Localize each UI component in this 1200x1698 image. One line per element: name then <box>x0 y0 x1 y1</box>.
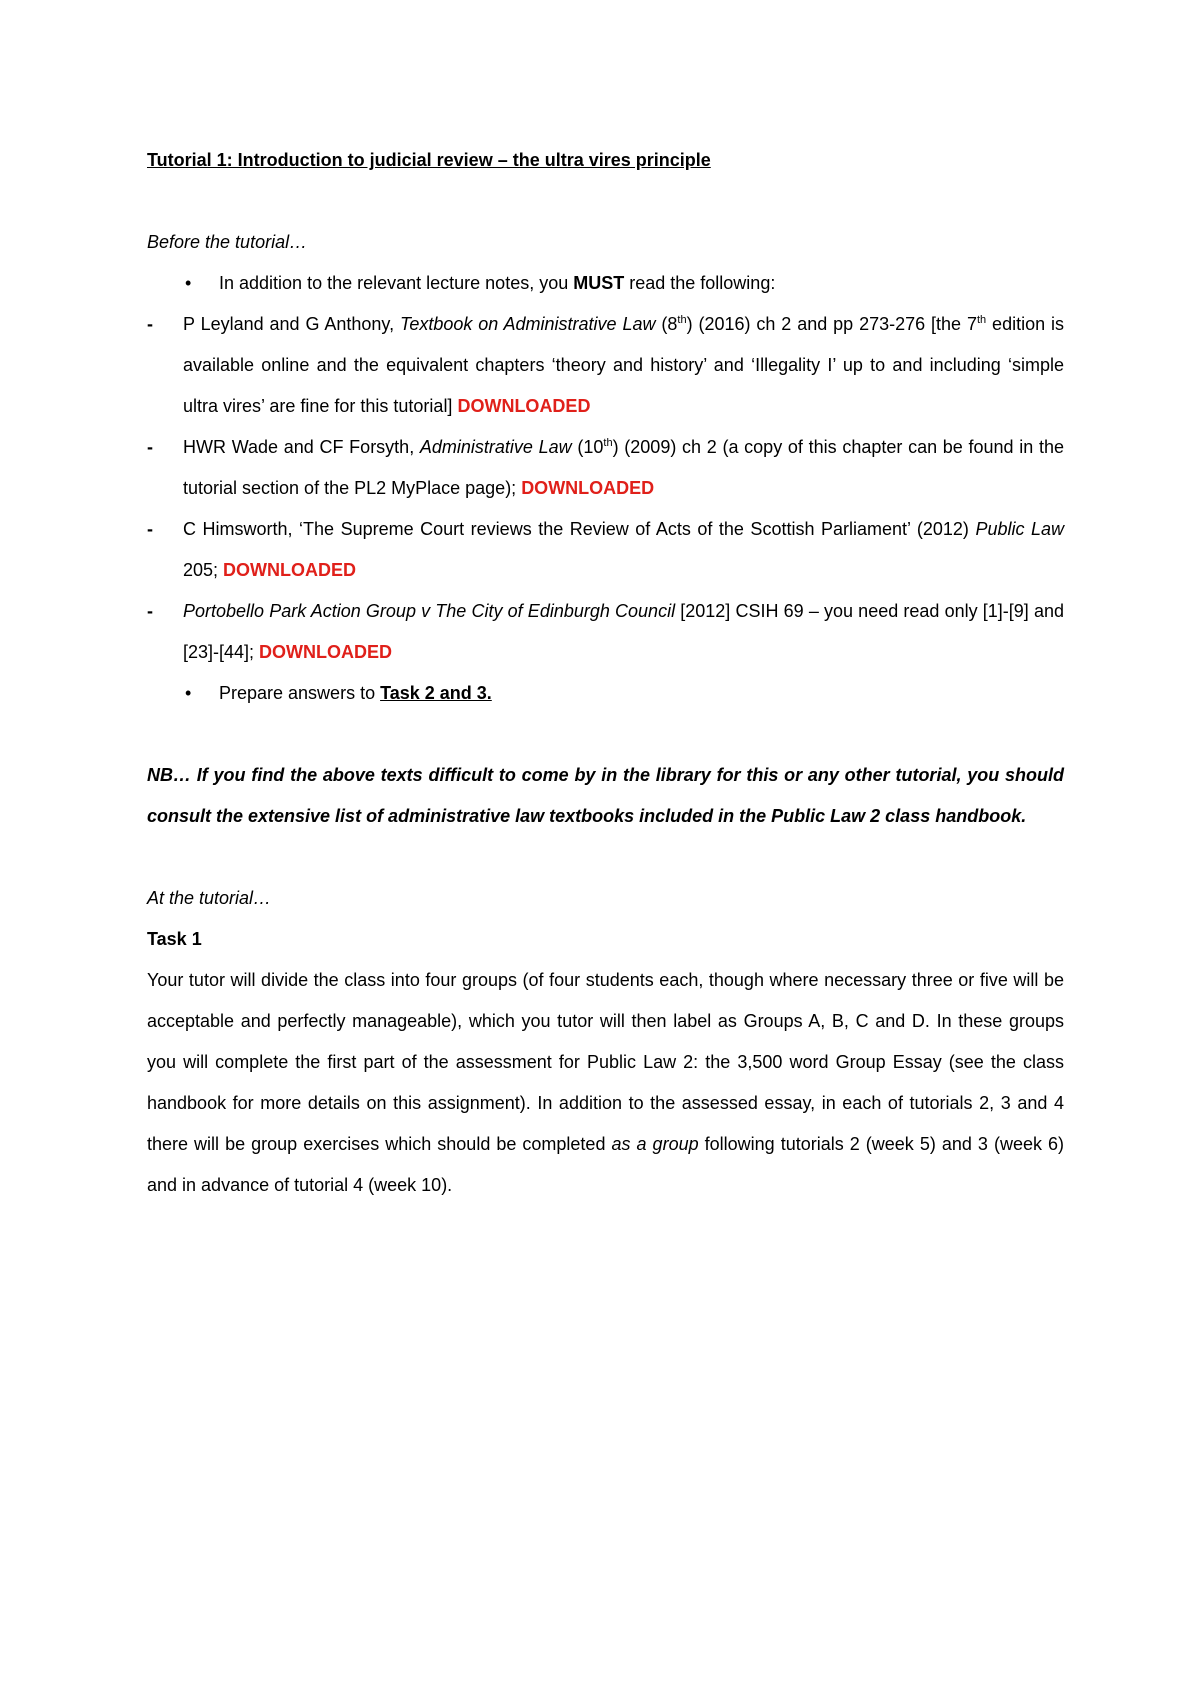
task-1-heading: Task 1 <box>147 929 202 949</box>
task-1-paragraph: Your tutor will divide the class into four groups (of four students each, though where necessary three or five will be acceptable and perfectly manageable), which you tutor will then label as Groups A, B, C and D. In these groups you will complete the first part of the assessment for Public Law 2: the 3,500 word Group Essay (see the class handbook for more details on this assignment). In addition to the assessed essay, in each of tutorials 2, 3 and 4 there will be group exercises which should be completed as a group following tutorials 2 (week 5) and 3 (week 6) and in advance of tutorial 4 (week 10). <box>147 970 1065 1195</box>
downloaded-status: DOWNLOADED <box>223 560 357 580</box>
bullet-read-following: • In addition to the relevant lecture notes, you MUST read the following: <box>147 263 1064 304</box>
document-body <box>147 140 1064 1206</box>
bullet-prepare-answers: • Prepare answers to Task 2 and 3. <box>147 673 1064 714</box>
bullet-icon: • <box>185 683 192 703</box>
bullet-icon: • <box>185 273 192 293</box>
reading-item-leyland: - P Leyland and G Anthony, Textbook on Administrative Law (8th) (2016) ch 2 and pp 273-276 [the 7th edition is available online and the equivalent chapters ‘theory and history’ and ‘Illegality I’ up to and including ‘simple ultra vires’ are fine for this tutorial] DOWNLOADED <box>147 304 1064 427</box>
reading-item-himsworth: - C Himsworth, ‘The Supreme Court reviews the Review of Acts of the Scottish Parliament’ (2012) Public Law 205; DOWNLOADED <box>147 509 1064 591</box>
task-reference: Task 2 and 3. <box>380 683 492 703</box>
dash-icon: - <box>147 314 153 334</box>
before-tutorial-heading: Before the tutorial… <box>147 232 308 252</box>
downloaded-status: DOWNLOADED <box>521 478 655 498</box>
reading-item-wade: - HWR Wade and CF Forsyth, Administrative Law (10th) (2009) ch 2 (a copy of this chapter can be found in the tutorial section of the PL2 MyPlace page); DOWNLOADED <box>147 427 1064 509</box>
reading-item-portobello: - Portobello Park Action Group v The City of Edinburgh Council [2012] CSIH 69 – you need read only [1]-[9] and [23]-[44]; DOWNLOADED <box>147 591 1064 673</box>
nb-note: NB… If you find the above texts difficult to come by in the library for this or any other tutorial, you should consult the extensive list of administrative law textbooks included in the Public Law 2 class handbook. <box>147 765 1064 826</box>
downloaded-status: DOWNLOADED <box>457 396 591 416</box>
tutorial-title: Tutorial 1: Introduction to judicial review – the ultra vires principle <box>147 150 711 170</box>
dash-icon: - <box>147 601 153 621</box>
downloaded-status: DOWNLOADED <box>259 642 393 662</box>
at-tutorial-heading: At the tutorial… <box>147 888 272 908</box>
dash-icon: - <box>147 519 153 539</box>
dash-icon: - <box>147 437 153 457</box>
